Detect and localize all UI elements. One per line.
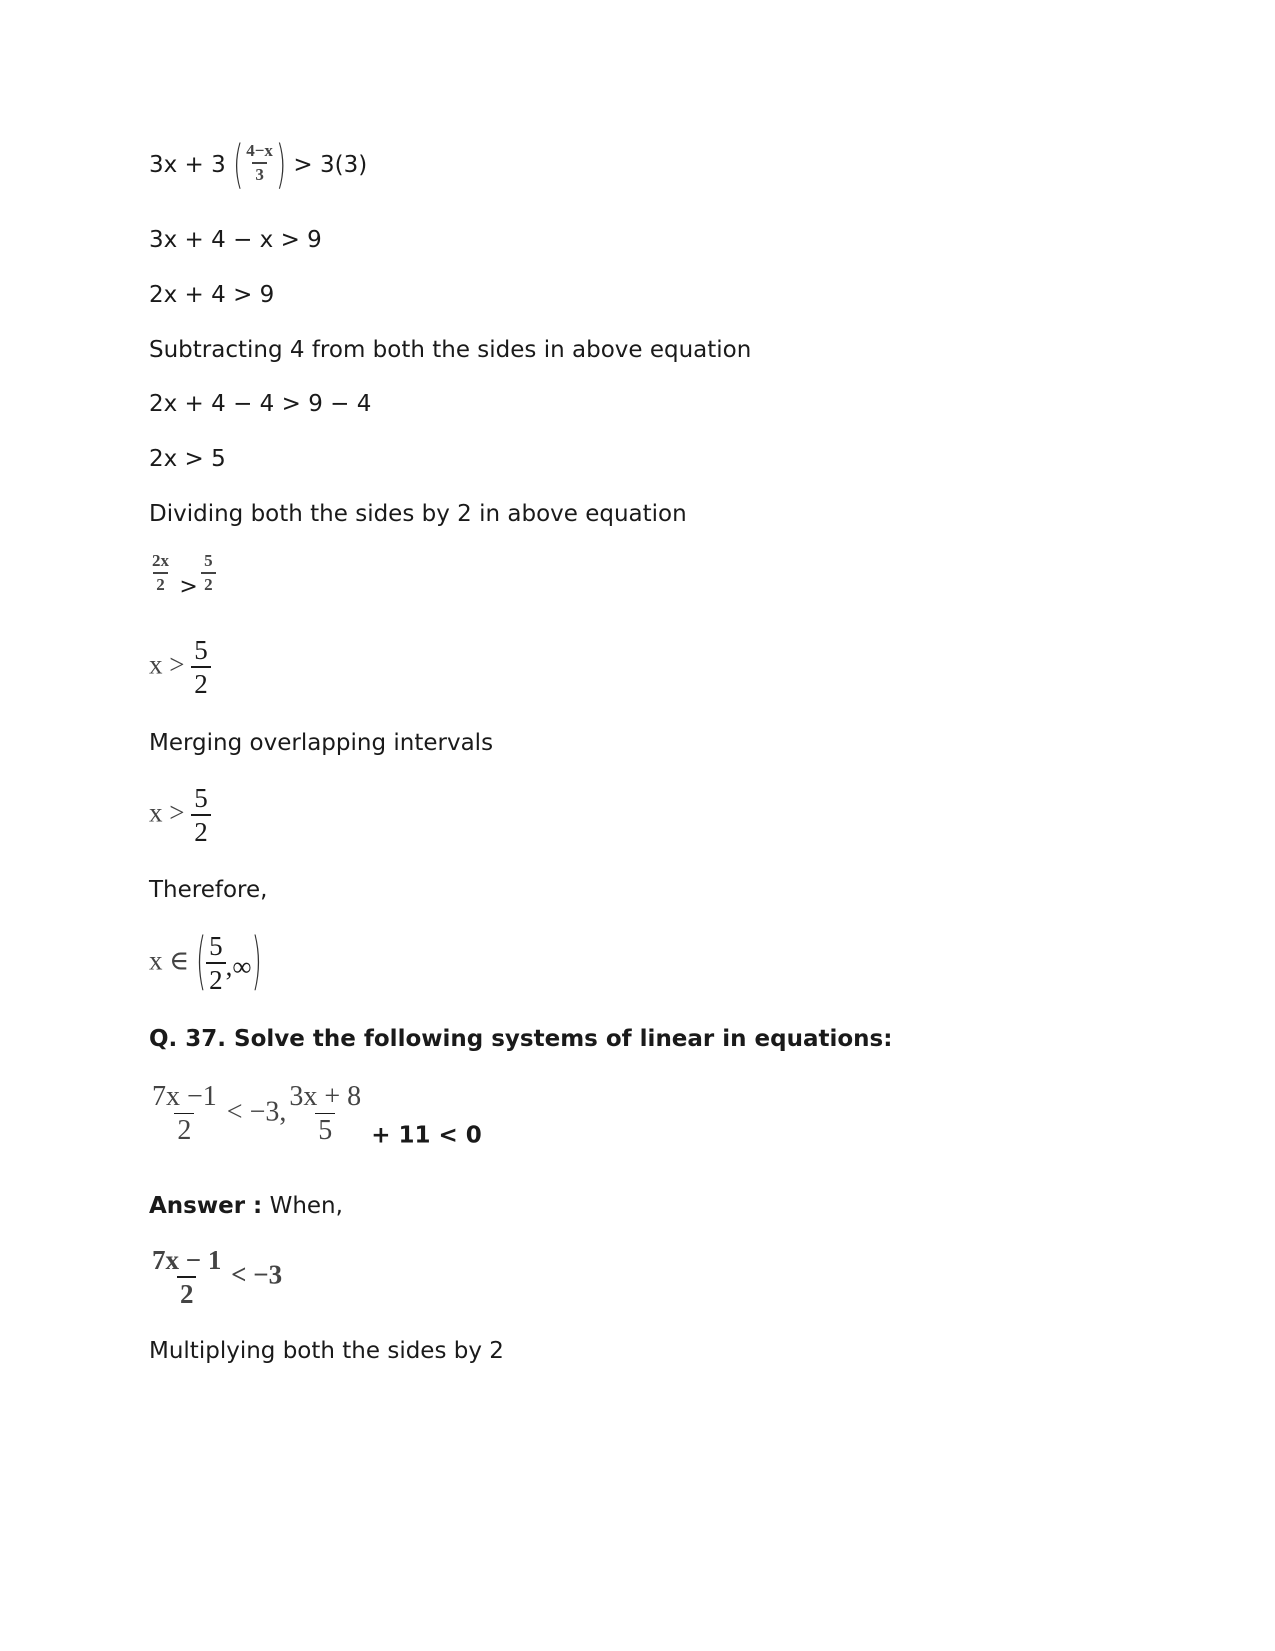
equation-line-1: 3x + 3 ( $\frac{4-x}{3}$ ) > 3(3): [149, 135, 368, 196]
answer-line: [149, 1192, 343, 1220]
fraction: $\frac{4-x}{3}$: [246, 141, 273, 184]
text-line-therefore: Therefore,: [149, 877, 268, 903]
text-line-dividing: Dividing both the sides by 2 in above equation: [149, 501, 687, 527]
text-line-merging: Merging overlapping intervals: [149, 730, 494, 756]
equation-line-interval: x ∈ ( $\frac{5}{2}$ ,∞): [149, 927, 262, 1000]
equation-line-9: x > $\frac{5}{2}$: [149, 636, 211, 699]
answer-label: Answer :: [149, 1193, 263, 1219]
expr-pre: 3x + 3: [149, 152, 226, 178]
fraction-5-over-2: $\frac{5}{2}$: [201, 552, 216, 594]
equation-line-5: 2x + 4 − 4 > 9 − 4: [149, 391, 372, 417]
equation-line-2: 3x + 4 − x > 9: [149, 227, 322, 253]
fraction-5-over-2: $\frac{5}{2}$: [191, 636, 211, 699]
equation-line-11: x > $\frac{5}{2}$: [149, 784, 211, 847]
fraction-5-over-2: $\frac{5}{2}$: [206, 932, 226, 995]
fraction-5-over-2: $\frac{5}{2}$: [191, 784, 211, 847]
equation-line-6: 2x > 5: [149, 446, 226, 472]
question-37-heading: Q. 37. Solve the following systems of linear in equations:: [149, 1026, 893, 1052]
fraction-2x-over-2: $\frac{2x}{2}$: [152, 551, 169, 594]
equation-line-3: 2x + 4 > 9: [149, 282, 275, 308]
equation-line-8: $\frac{2x}{2}$ > $\frac{5}{2}$: [149, 552, 216, 601]
question-37-system: $\frac{7x -1}{2}$ < −3, $\frac{3x + 8}{5}$ $_{+ 11 < 0}$: [149, 1082, 482, 1152]
fraction-7x-1-over-2: $\frac{7x - 1}{2}$: [152, 1245, 222, 1310]
fraction-3x-8-over-5: $\frac{3x + 8}{5}$: [289, 1081, 362, 1147]
fraction-7x-1-over-2: $\frac{7x -1}{2}$: [152, 1081, 217, 1147]
answer-text: When,: [262, 1193, 343, 1219]
expr-post: > 3(3): [293, 152, 368, 178]
text-line-multiplying: Multiplying both the sides by 2: [149, 1338, 504, 1364]
answer-equation-1: $\frac{7x - 1}{2}$ < −3: [149, 1246, 282, 1309]
text-line-subtracting: Subtracting 4 from both the sides in above equation: [149, 337, 752, 363]
